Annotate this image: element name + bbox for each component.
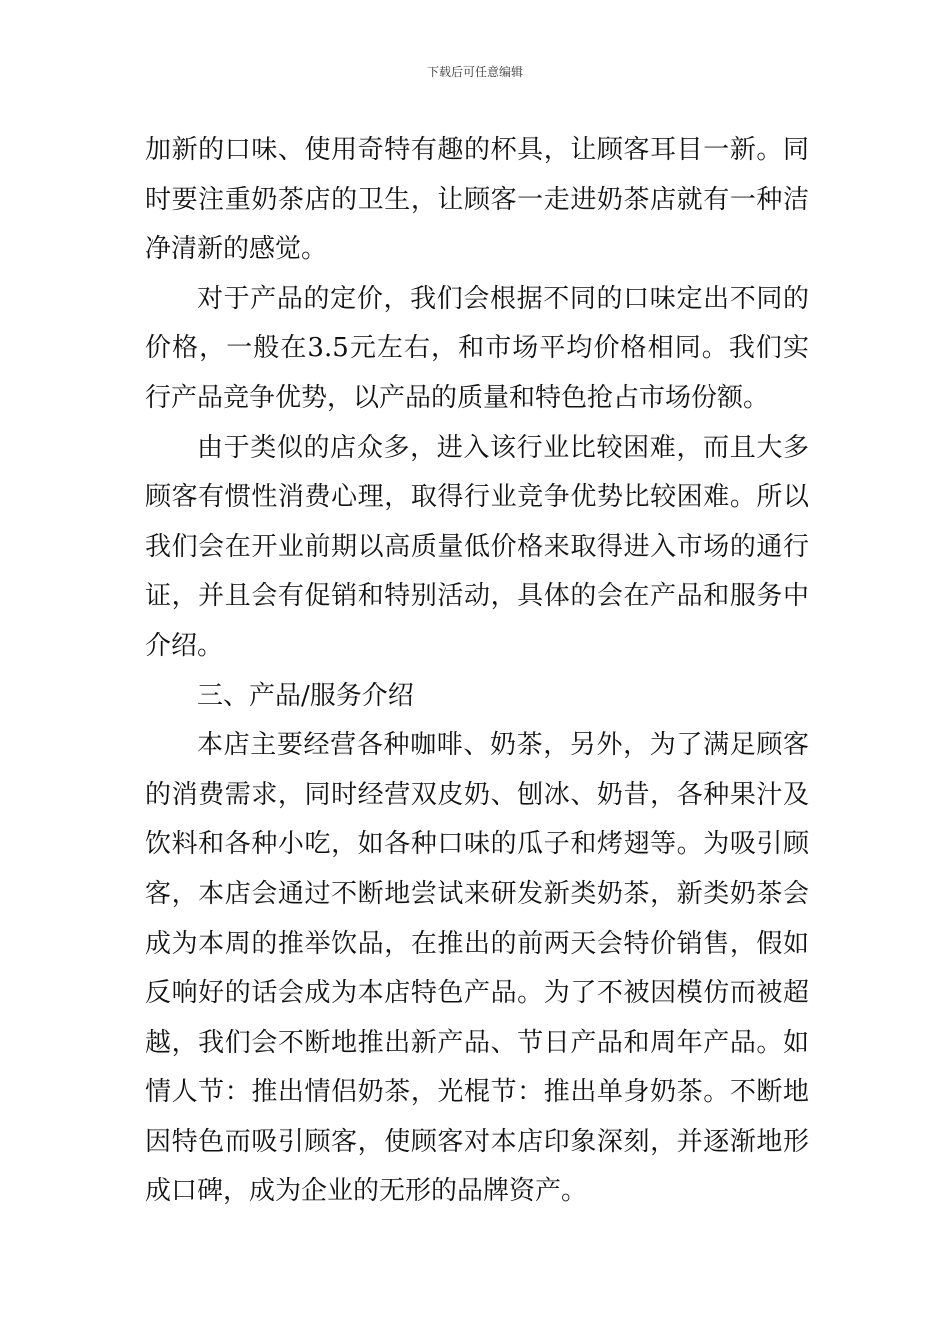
- paragraph-pricing: 对于产品的定价，我们会根据不同的口味定出不同的价格，一般在3.5元左右，和市场平均价格相同。我们实行产品竞争优势，以产品的质量和特色抢占市场份额。: [145, 283, 809, 413]
- paragraph-market-entry: 由于类似的店众多，进入该行业比较困难，而且大多顾客有惯性消费心理，取得行业竞争优势比较困难。所以我们会在开业前期以高质量低价格来取得进入市场的通行证，并且会有促销和特别活动，具体的会在产品和服务中介绍。: [145, 432, 809, 661]
- document-body: [145, 126, 809, 1217]
- section-heading-products: 三、产品/服务介绍: [197, 680, 414, 711]
- paragraph-continued: 加新的口味、使用奇特有趣的杯具，让顾客耳目一新。同时要注重奶茶店的卫生，让顾客一走进奶茶店就有一种洁净清新的感觉。: [145, 135, 809, 265]
- paragraph-products: 本店主要经营各种咖啡、奶茶，另外，为了满足顾客的消费需求，同时经营双皮奶、刨冰、奶昔，各种果汁及饮料和各种小吃，如各种口味的瓜子和烤翅等。为吸引顾客，本店会通过不断地尝试来研发新类奶茶，新类奶茶会成为本周的推举饮品，在推出的前两天会特价销售，假如反响好的话会成为本店特色产品。为了不被因模仿而被超越，我们会不断地推出新产品、节日产品和周年产品。如情人节：推出情侣奶茶，光棍节：推出单身奶茶。不断地因特色而吸引顾客，使顾客对本店印象深刻，并逐渐地形成口碑，成为企业的无形的品牌资产。: [145, 730, 809, 1207]
- running-header: 下载后可任意编辑: [426, 65, 523, 79]
